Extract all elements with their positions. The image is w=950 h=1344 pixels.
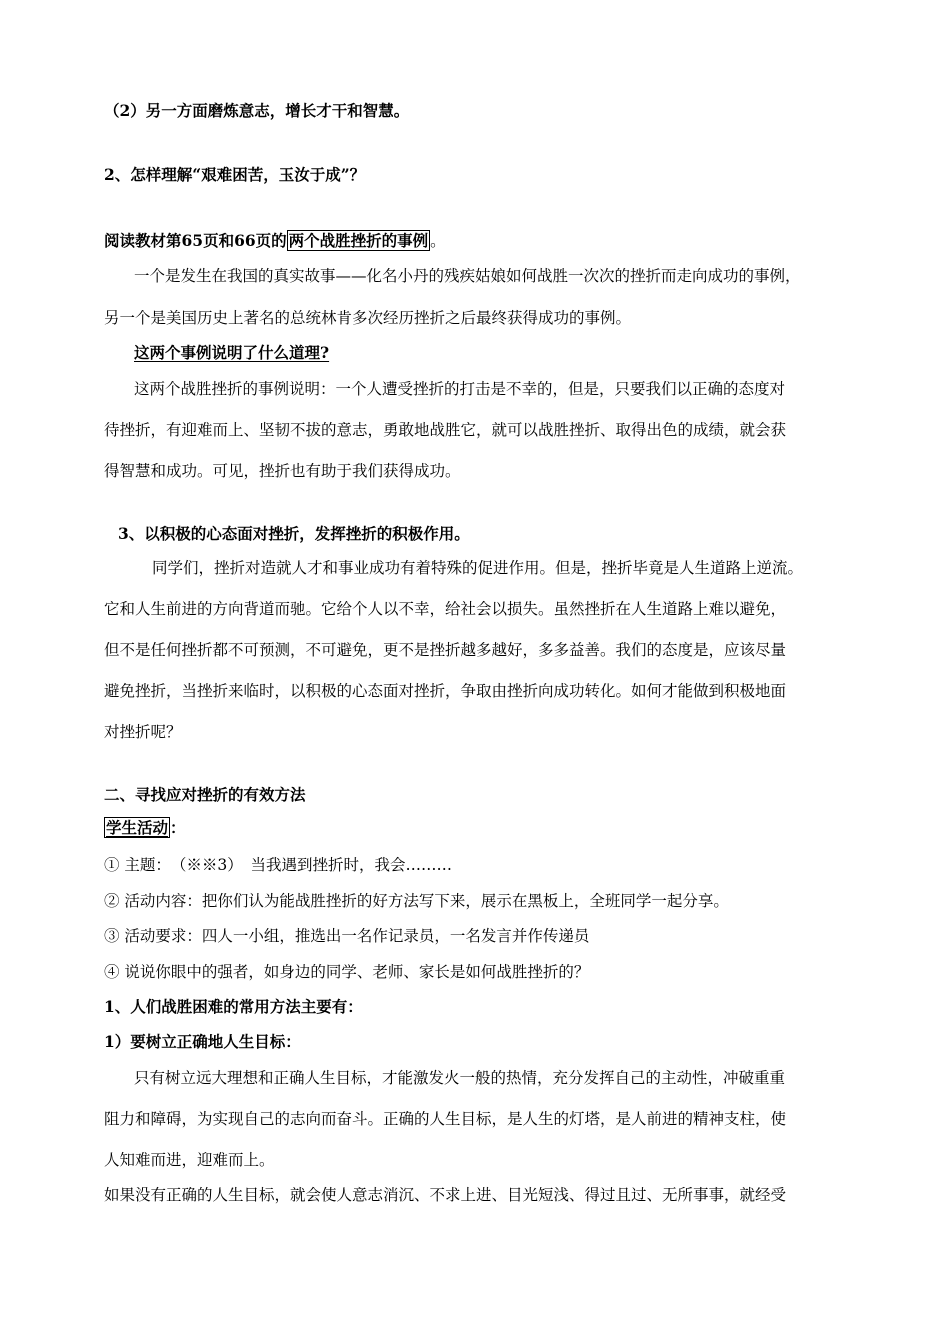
para3-line-5: 对挫折呢？: [104, 723, 182, 741]
reading-prefix: 阅读教材第65页和66页的: [104, 231, 287, 250]
explain-line-2: 待挫折，有迎难而上、坚韧不拔的意志，勇敢地战胜它，就可以战胜挫折、取得出色的成绩，就会获: [104, 421, 787, 439]
activity-item-4: ④ 说说你眼中的强者，如身边的同学、老师、家长是如何战胜挫折的？: [104, 963, 590, 981]
activity-item-3: ③ 活动要求：四人一小组，推选出一名作记录员，一名发言并作传递员: [104, 927, 590, 945]
method1-line-1: 只有树立远大理想和正确人生目标，才能激发火一般的热情，充分发挥自己的主动性，冲破重重: [134, 1069, 786, 1087]
example-line-2: 另一个是美国历史上著名的总统林肯多次经历挫折之后最终获得成功的事例。: [104, 309, 632, 327]
section2-heading: 二、寻找应对挫折的有效方法: [104, 785, 306, 804]
para3-line-4: 避免挫折，当挫折来临时，以积极的心态面对挫折，争取由挫折向成功转化。如何才能做到积极地面: [104, 682, 787, 700]
question-underlined: 这两个事例说明了什么道理?: [134, 343, 330, 362]
activity-label: 学生活动: [106, 818, 169, 837]
explain-line-3: 得智慧和成功。可见，挫折也有助于我们获得成功。: [104, 462, 461, 480]
reading-suffix: 。: [430, 232, 446, 250]
method1-line-4: 如果没有正确的人生目标，就会使人意志消沉、不求上进、目光短浅、得过且过、无所事事，就经受: [104, 1186, 787, 1204]
para3-line-2: 它和人生前进的方向背道而驰。它给个人以不幸，给社会以损失。虽然挫折在人生道路上难以避免，: [104, 600, 787, 618]
activity-item-1: ① 主题： （※※3） 当我遇到挫折时，我会………: [104, 856, 453, 874]
method1-heading: 1）要树立正确地人生目标：: [104, 1032, 301, 1051]
methods-heading: 1、人们战胜困难的常用方法主要有：: [104, 997, 363, 1016]
example-line-1: 一个是发生在我国的真实故事——化名小丹的残疾姑娘如何战胜一次次的挫折而走向成功的事例，: [134, 267, 801, 285]
reading-instruction: [104, 230, 446, 252]
activity-label-line: [104, 817, 186, 839]
question3-heading: 3、以积极的心态面对挫折，发挥挫折的积极作用。: [118, 524, 470, 543]
para3-line-1: 同学们，挫折对造就人才和事业成功有着特殊的促进作用。但是，挫折毕竟是人生道路上逆流。: [152, 559, 804, 577]
explain-line-1: 这两个战胜挫折的事例说明：一个人遭受挫折的打击是不幸的，但是，只要我们以正确的态度对: [134, 380, 786, 398]
question2-heading: 2、怎样理解“艰难困苦，玉汝于成”？: [104, 165, 366, 184]
method1-line-2: 阻力和障碍，为实现自己的志向而奋斗。正确的人生目标，是人生的灯塔，是人前进的精神支柱，使: [104, 1110, 787, 1128]
para3-line-3: 但不是任何挫折都不可预测，不可避免，更不是挫折越多越好，多多益善。我们的态度是，应该尽量: [104, 641, 787, 659]
activity-colon: ：: [170, 818, 186, 837]
activity-item-2: ② 活动内容：把你们认为能战胜挫折的好方法写下来，展示在黑板上，全班同学一起分享。: [104, 892, 729, 910]
reading-boxed-term: 两个战胜挫折的事例: [288, 231, 429, 250]
item2-continuation: （2）另一方面磨炼意志，增长才干和智慧。: [104, 101, 410, 120]
method1-line-3: 人知难而进，迎难而上。: [104, 1151, 275, 1169]
